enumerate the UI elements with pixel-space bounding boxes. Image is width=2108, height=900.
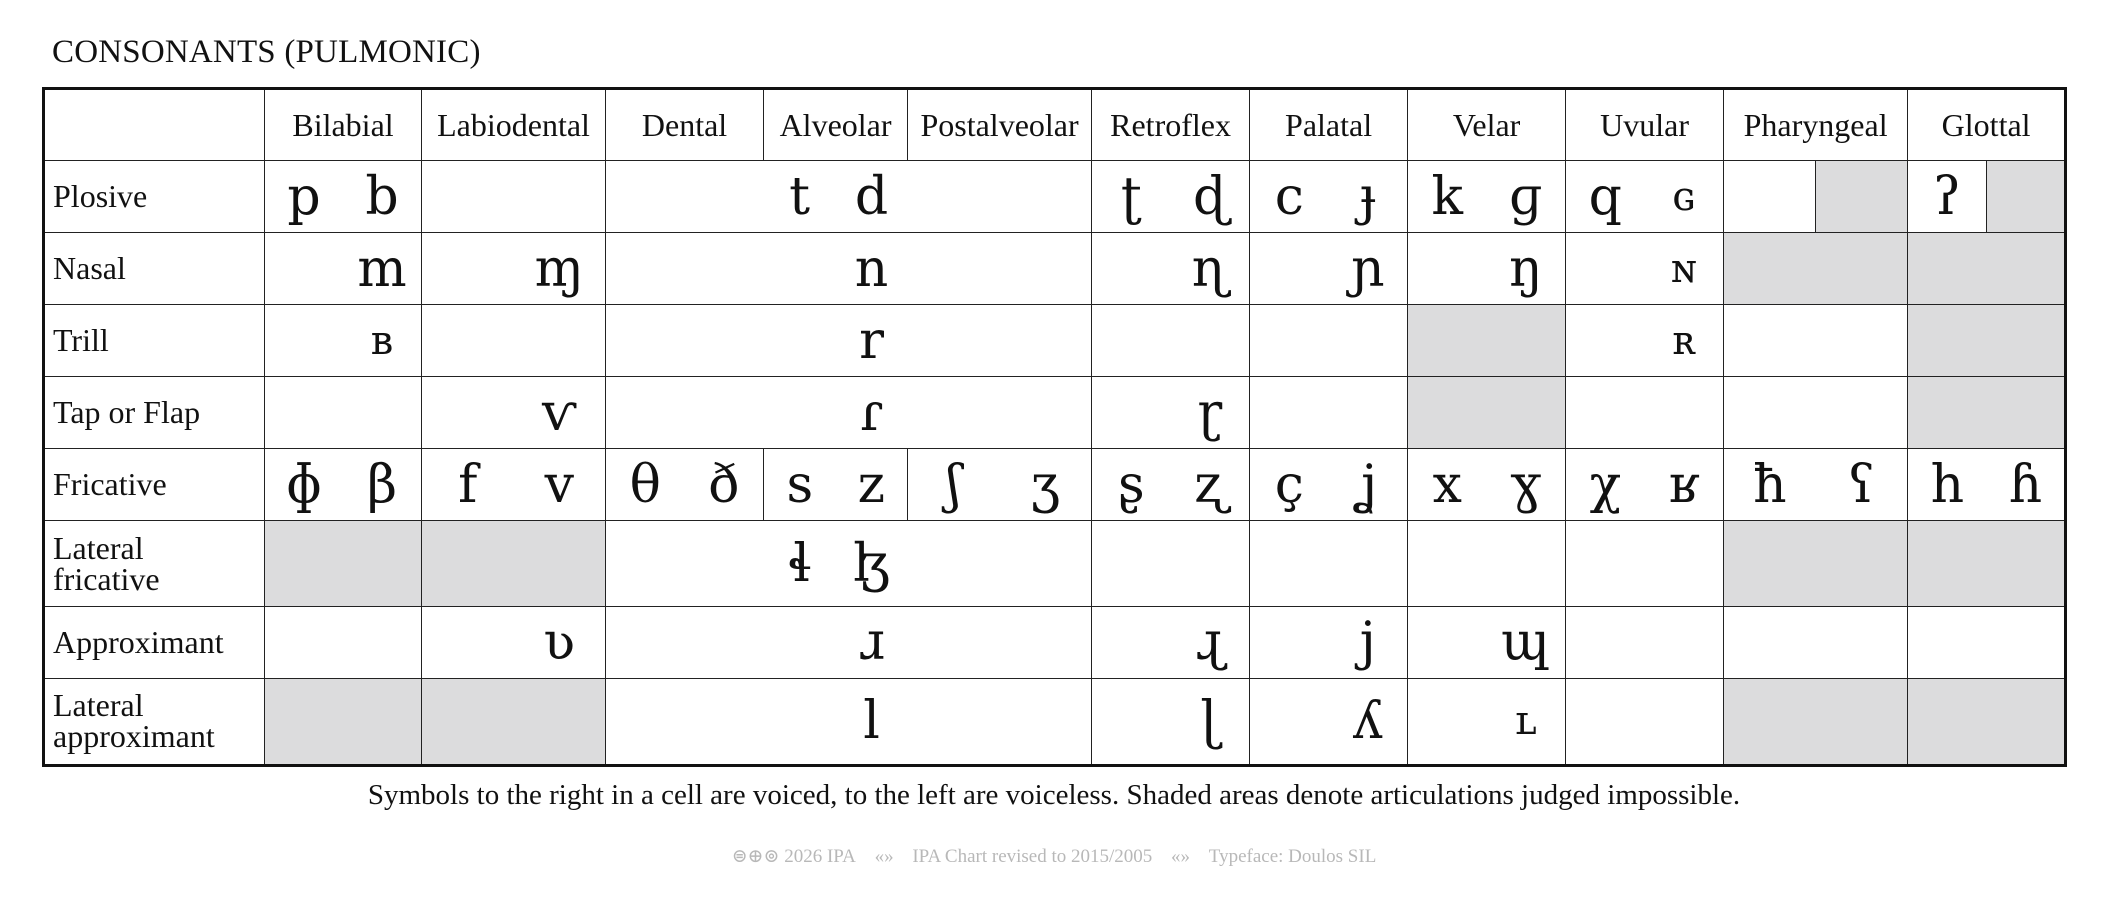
empty-half-cell — [1908, 233, 1987, 305]
consonant-table — [42, 87, 2067, 767]
ipa-symbol: ɸ — [265, 449, 344, 521]
empty-half-cell — [1408, 606, 1487, 678]
empty-half-cell — [422, 606, 514, 678]
empty-half-cell — [265, 305, 344, 377]
empty-half-cell — [1908, 606, 1987, 678]
empty-half-cell — [1000, 305, 1092, 377]
ipa-symbol: ɢ — [1645, 161, 1724, 233]
empty-half-cell — [1645, 606, 1724, 678]
ipa-symbol: ʈ — [1092, 161, 1171, 233]
place-header-retroflex: Retroflex — [1092, 89, 1250, 161]
ipa-symbol: ɖ — [1171, 161, 1250, 233]
empty-half-cell — [685, 606, 764, 678]
ipa-symbol: ŋ — [1487, 233, 1566, 305]
empty-half-cell — [1487, 305, 1566, 377]
place-header-pharyngeal: Pharyngeal — [1724, 89, 1908, 161]
manner-label — [44, 233, 265, 305]
footer-revision: IPA Chart revised to 2015/2005 — [912, 846, 1153, 867]
ipa-symbol: b — [343, 161, 422, 233]
empty-half-cell — [1724, 233, 1816, 305]
empty-half-cell — [343, 377, 422, 449]
ipa-symbol: h — [1908, 449, 1987, 521]
ipa-symbol: θ — [606, 449, 685, 521]
ipa-symbol: ɲ — [1329, 233, 1408, 305]
empty-half-cell — [1908, 377, 1987, 449]
empty-half-cell — [422, 521, 514, 607]
ipa-symbol: s — [764, 449, 836, 521]
manner-label-line: Nasal — [53, 250, 126, 287]
ipa-symbol: ɰ — [1487, 606, 1566, 678]
ipa-symbol: χ — [1566, 449, 1645, 521]
empty-half-cell — [1987, 377, 2066, 449]
footer-separator: «» — [874, 846, 894, 867]
empty-half-cell — [1816, 161, 1908, 233]
manner-label-line: Plosive — [53, 178, 148, 215]
empty-half-cell — [1092, 521, 1171, 607]
empty-half-cell — [422, 161, 514, 233]
empty-half-cell — [265, 678, 344, 765]
ipa-symbol: β — [343, 449, 422, 521]
empty-half-cell — [1724, 521, 1816, 607]
empty-half-cell — [1645, 678, 1724, 765]
place-header-velar: Velar — [1408, 89, 1566, 161]
place-header-labiodental: Labiodental — [422, 89, 606, 161]
empty-half-cell — [422, 678, 514, 765]
place-header-uvular: Uvular — [1566, 89, 1724, 161]
empty-half-cell — [1566, 678, 1645, 765]
empty-half-cell — [1408, 233, 1487, 305]
empty-half-cell — [1908, 521, 1987, 607]
manner-label-line: Fricative — [53, 466, 167, 503]
empty-half-cell — [1000, 521, 1092, 607]
empty-half-cell — [764, 678, 836, 765]
ipa-symbol: ɡ — [1487, 161, 1566, 233]
empty-half-cell — [1250, 377, 1329, 449]
place-header-bilabial: Bilabial — [265, 89, 422, 161]
empty-half-cell — [1000, 606, 1092, 678]
corner-cell — [44, 89, 265, 161]
empty-half-cell — [1329, 521, 1408, 607]
empty-half-cell — [1724, 305, 1816, 377]
manner-label-line: Approximant — [53, 623, 224, 660]
empty-half-cell — [1724, 606, 1816, 678]
ipa-symbol: ⱱ — [514, 377, 606, 449]
empty-half-cell — [764, 233, 836, 305]
empty-half-cell — [514, 305, 606, 377]
manner-row — [44, 233, 2066, 305]
ipa-symbol: ʙ — [343, 305, 422, 377]
empty-half-cell — [1724, 161, 1816, 233]
empty-half-cell — [1250, 678, 1329, 765]
ipa-symbol: ʂ — [1092, 449, 1171, 521]
empty-half-cell — [1987, 606, 2066, 678]
ipa-symbol: ʔ — [1908, 161, 1987, 233]
empty-half-cell — [606, 521, 685, 607]
empty-half-cell — [606, 678, 685, 765]
ipa-symbol: d — [836, 161, 908, 233]
empty-half-cell — [685, 233, 764, 305]
ipa-symbol: ɟ — [1329, 161, 1408, 233]
empty-half-cell — [1000, 377, 1092, 449]
manner-label — [44, 449, 265, 521]
empty-half-cell — [1908, 305, 1987, 377]
empty-half-cell — [606, 305, 685, 377]
empty-half-cell — [1250, 521, 1329, 607]
ipa-symbol: r — [836, 305, 908, 377]
footer-typeface: Typeface: Doulos SIL — [1208, 846, 1377, 867]
ipa-symbol: j — [1329, 606, 1408, 678]
empty-half-cell — [908, 678, 1000, 765]
empty-half-cell — [1816, 678, 1908, 765]
ipa-symbol: ʎ — [1329, 678, 1408, 765]
ipa-symbol: ɣ — [1487, 449, 1566, 521]
empty-half-cell — [908, 606, 1000, 678]
empty-half-cell — [1171, 521, 1250, 607]
empty-half-cell — [514, 521, 606, 607]
empty-half-cell — [1816, 233, 1908, 305]
empty-half-cell — [422, 233, 514, 305]
empty-half-cell — [1645, 521, 1724, 607]
ipa-symbol: n — [836, 233, 908, 305]
ipa-symbol: ð — [685, 449, 764, 521]
ipa-symbol: q — [1566, 161, 1645, 233]
manner-label-line: Lateral — [53, 529, 144, 566]
ipa-symbol: l — [836, 678, 908, 765]
empty-half-cell — [1816, 521, 1908, 607]
empty-half-cell — [1000, 678, 1092, 765]
manner-label-line: Tap or Flap — [53, 394, 201, 431]
manner-row — [44, 305, 2066, 377]
ipa-symbol: ʀ — [1645, 305, 1724, 377]
empty-half-cell — [685, 161, 764, 233]
empty-half-cell — [1645, 377, 1724, 449]
empty-half-cell — [908, 233, 1000, 305]
manner-label-line: Lateral — [53, 687, 144, 724]
empty-half-cell — [265, 606, 344, 678]
place-header-alveolar: Alveolar — [764, 89, 908, 161]
empty-half-cell — [685, 521, 764, 607]
ipa-symbol: ç — [1250, 449, 1329, 521]
empty-half-cell — [1487, 521, 1566, 607]
ipa-symbol: t — [764, 161, 836, 233]
empty-half-cell — [514, 161, 606, 233]
ipa-symbol: ʁ — [1645, 449, 1724, 521]
place-header-palatal: Palatal — [1250, 89, 1408, 161]
ipa-symbol: ʒ — [1000, 449, 1092, 521]
ipa-symbol: k — [1408, 161, 1487, 233]
empty-half-cell — [1816, 377, 1908, 449]
empty-half-cell — [1329, 305, 1408, 377]
manner-row — [44, 449, 2066, 521]
empty-half-cell — [1724, 377, 1816, 449]
empty-half-cell — [1724, 678, 1816, 765]
empty-half-cell — [908, 377, 1000, 449]
ipa-symbol: ħ — [1724, 449, 1816, 521]
empty-half-cell — [685, 377, 764, 449]
empty-half-cell — [1250, 606, 1329, 678]
footer-copyright: ⊜⊕⊚ 2026 IPA — [731, 846, 856, 867]
ipa-symbol: ɱ — [514, 233, 606, 305]
manner-row — [44, 377, 2066, 449]
empty-half-cell — [1092, 377, 1171, 449]
empty-half-cell — [422, 305, 514, 377]
empty-half-cell — [1908, 678, 1987, 765]
empty-half-cell — [606, 233, 685, 305]
footer-separator: «» — [1171, 846, 1191, 867]
empty-half-cell — [1092, 606, 1171, 678]
place-header-postalveolar: Postalveolar — [908, 89, 1092, 161]
legend-caption: Symbols to the right in a cell are voiced, to the left are voiceless. Shaded areas denote articulations judged impossible. — [367, 779, 1741, 811]
empty-half-cell — [764, 606, 836, 678]
manner-row — [44, 161, 2066, 233]
ipa-symbol: ɦ — [1987, 449, 2066, 521]
ipa-symbol: c — [1250, 161, 1329, 233]
manner-row — [44, 521, 2066, 607]
ipa-symbol: ɾ — [836, 377, 908, 449]
empty-half-cell — [343, 678, 422, 765]
empty-half-cell — [908, 161, 1000, 233]
ipa-symbol: v — [514, 449, 606, 521]
ipa-symbol: f — [422, 449, 514, 521]
empty-half-cell — [265, 233, 344, 305]
empty-half-cell — [514, 678, 606, 765]
empty-half-cell — [1816, 606, 1908, 678]
ipa-symbol: m — [343, 233, 422, 305]
empty-half-cell — [764, 305, 836, 377]
place-header-dental: Dental — [606, 89, 764, 161]
empty-half-cell — [1987, 233, 2066, 305]
ipa-symbol: p — [265, 161, 344, 233]
ipa-symbol: ɳ — [1171, 233, 1250, 305]
ipa-symbol: x — [1408, 449, 1487, 521]
manner-label-line: fricative — [53, 560, 160, 597]
empty-half-cell — [1000, 233, 1092, 305]
empty-half-cell — [1408, 678, 1487, 765]
manner-label-line: Trill — [53, 322, 109, 359]
empty-half-cell — [1408, 305, 1487, 377]
empty-half-cell — [685, 678, 764, 765]
ipa-symbol: ɬ — [764, 521, 836, 607]
empty-half-cell — [1566, 233, 1645, 305]
ipa-symbol: ʃ — [908, 449, 1000, 521]
chart-title: CONSONANTS (PULMONIC) — [52, 34, 481, 70]
manner-label — [44, 161, 265, 233]
ipa-symbol: ʕ — [1816, 449, 1908, 521]
empty-half-cell — [1329, 377, 1408, 449]
empty-half-cell — [343, 606, 422, 678]
manner-label-line: approximant — [53, 718, 215, 755]
place-header-glottal: Glottal — [1908, 89, 2066, 161]
empty-half-cell — [422, 377, 514, 449]
manner-label — [44, 606, 265, 678]
empty-half-cell — [1566, 606, 1645, 678]
ipa-symbol: ʐ — [1171, 449, 1250, 521]
ipa-symbol: ɭ — [1171, 678, 1250, 765]
ipa-symbol: z — [836, 449, 908, 521]
manner-row — [44, 678, 2066, 765]
empty-half-cell — [1816, 305, 1908, 377]
empty-half-cell — [1987, 161, 2066, 233]
manner-row — [44, 606, 2066, 678]
empty-half-cell — [1408, 377, 1487, 449]
empty-half-cell — [1408, 521, 1487, 607]
footer — [0, 845, 2108, 868]
ipa-symbol: ɹ — [836, 606, 908, 678]
ipa-symbol: ʋ — [514, 606, 606, 678]
empty-half-cell — [908, 521, 1000, 607]
empty-half-cell — [1987, 521, 2066, 607]
ipa-symbol: ɮ — [836, 521, 908, 607]
manner-label — [44, 377, 265, 449]
empty-half-cell — [685, 305, 764, 377]
ipa-symbol: ɴ — [1645, 233, 1724, 305]
empty-half-cell — [1566, 305, 1645, 377]
empty-half-cell — [1171, 305, 1250, 377]
empty-half-cell — [1566, 521, 1645, 607]
empty-half-cell — [1987, 678, 2066, 765]
ipa-symbol: ʟ — [1487, 678, 1566, 765]
empty-half-cell — [908, 305, 1000, 377]
empty-half-cell — [1092, 233, 1171, 305]
empty-half-cell — [1000, 161, 1092, 233]
empty-half-cell — [1092, 305, 1171, 377]
empty-half-cell — [265, 521, 344, 607]
ipa-symbol: ʝ — [1329, 449, 1408, 521]
empty-half-cell — [1566, 377, 1645, 449]
empty-half-cell — [1250, 305, 1329, 377]
empty-half-cell — [764, 377, 836, 449]
empty-half-cell — [606, 161, 685, 233]
ipa-symbol: ɽ — [1171, 377, 1250, 449]
ipa-symbol: ɻ — [1171, 606, 1250, 678]
empty-half-cell — [1987, 305, 2066, 377]
empty-half-cell — [606, 377, 685, 449]
empty-half-cell — [1092, 678, 1171, 765]
empty-half-cell — [343, 521, 422, 607]
empty-half-cell — [1487, 377, 1566, 449]
empty-half-cell — [606, 606, 685, 678]
empty-half-cell — [265, 377, 344, 449]
empty-half-cell — [1250, 233, 1329, 305]
manner-label — [44, 305, 265, 377]
manner-label — [44, 521, 265, 607]
manner-label — [44, 678, 265, 765]
